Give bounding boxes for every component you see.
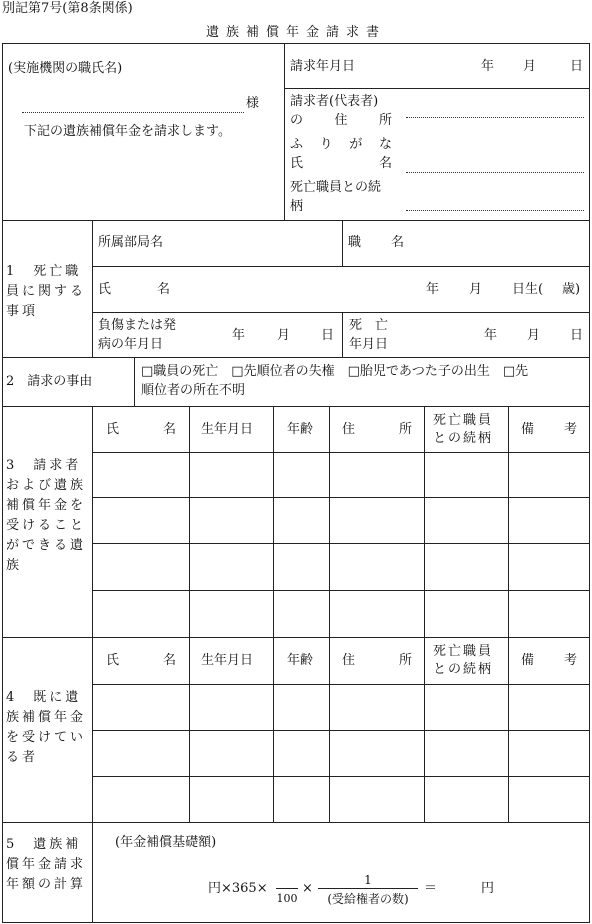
dept-label: 所属部局名 bbox=[98, 235, 164, 250]
request-date-day: 日 bbox=[570, 59, 584, 74]
birth-month: 月 bbox=[469, 282, 483, 297]
relation-label-2: 柄 bbox=[290, 199, 304, 214]
reason-options-line2[interactable]: 順位者の所在不明 bbox=[141, 383, 246, 398]
birth-age: 歳) bbox=[562, 282, 581, 297]
claimant-name-label: 氏 名 bbox=[290, 156, 392, 171]
claimant-address-field[interactable] bbox=[406, 117, 584, 118]
basis-label: (年金補償基礎額) bbox=[115, 835, 217, 850]
request-date-month: 月 bbox=[523, 59, 537, 74]
death-label-2: 年月日 bbox=[349, 337, 389, 352]
formula-times: × bbox=[302, 881, 313, 896]
form-number: 別記第7号(第8条関係) bbox=[2, 1, 133, 16]
fraction2-bar bbox=[318, 888, 418, 889]
birth-year: 年 bbox=[426, 282, 440, 297]
post-label: 職 名 bbox=[348, 235, 404, 250]
fraction2-denominator: (受給権者の数) bbox=[327, 892, 409, 906]
injury-year: 年 bbox=[232, 328, 246, 343]
fraction2-numerator: 1 bbox=[364, 873, 372, 887]
death-year: 年 bbox=[484, 328, 498, 343]
request-date-label: 請求年月日 bbox=[290, 59, 356, 74]
relation-field[interactable] bbox=[406, 210, 584, 211]
death-month: 月 bbox=[527, 328, 541, 343]
section5-title: 5 遺族補償年金請求年額の計算 bbox=[6, 837, 87, 892]
addressee-field[interactable] bbox=[22, 112, 244, 113]
reason-options-line1[interactable]: □職員の死亡 □先順位者の失権 □胎児であつた子の出生 □先 bbox=[141, 364, 529, 379]
claimant-label: 請求者(代表者) bbox=[290, 94, 379, 109]
request-text: 下記の遺族補償年金を請求します。 bbox=[24, 124, 231, 139]
formula-equals: ＝ bbox=[424, 881, 438, 896]
fraction1-denominator: 100 bbox=[276, 892, 298, 905]
injury-day: 日 bbox=[321, 328, 335, 343]
death-day: 日 bbox=[570, 328, 584, 343]
section3-title: 3 請求者および遺族補償年金を受けることができる遺族 bbox=[6, 458, 87, 573]
sama-label: 様 bbox=[246, 96, 260, 111]
claimant-name-field[interactable] bbox=[406, 172, 584, 173]
request-date-year: 年 bbox=[481, 59, 495, 74]
birth-day: 日生( bbox=[512, 282, 544, 297]
deceased-name-label: 氏 名 bbox=[98, 282, 170, 297]
injury-label-2: 病の年月日 bbox=[98, 337, 164, 352]
death-label-1: 死 亡 bbox=[349, 318, 389, 333]
form-title: 遺族補償年金請求書 bbox=[205, 25, 386, 40]
section1-title: 1 死亡職員に関する事項 bbox=[6, 264, 87, 319]
formula-lead: 円×365× bbox=[208, 881, 268, 896]
addressee-label: (実施機関の職氏名) bbox=[8, 61, 123, 76]
injury-month: 月 bbox=[277, 328, 291, 343]
section4-title: 4 既に遺族補償年金を受けている者 bbox=[6, 690, 87, 765]
section2-title: 2 請求の事由 bbox=[6, 374, 93, 389]
fraction1-bar bbox=[276, 888, 298, 889]
furigana-label: ふ り が な bbox=[290, 137, 392, 152]
relation-label-1: 死亡職員との続 bbox=[290, 180, 382, 195]
claimant-address-label: の 住 所 bbox=[290, 113, 392, 128]
formula-yen: 円 bbox=[481, 881, 495, 896]
injury-label-1: 負傷または発 bbox=[98, 318, 177, 333]
